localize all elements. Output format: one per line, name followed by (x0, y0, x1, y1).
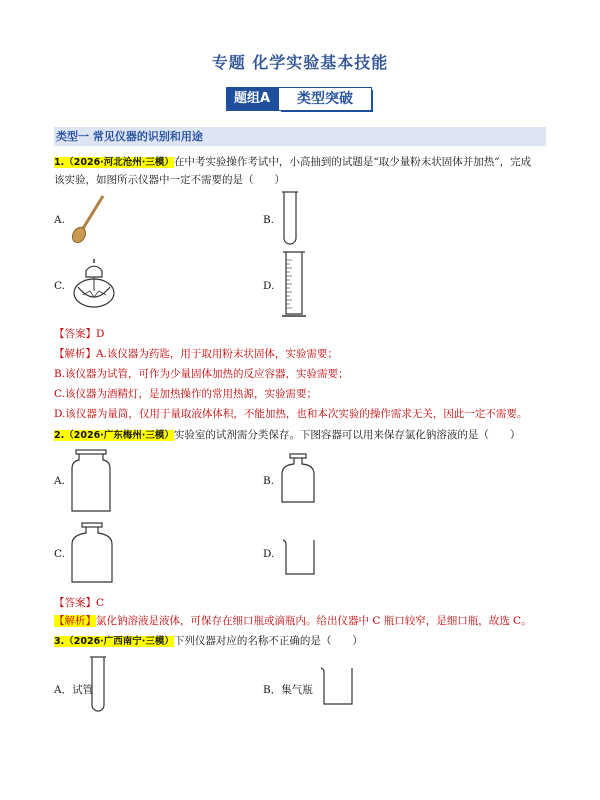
section-header (54, 127, 546, 146)
q2-number: 2. (54, 430, 65, 441)
wide-mouth-bottle-icon (70, 447, 115, 515)
q2-source: （2026·广东梅州·三模） (64, 430, 174, 441)
q1-analysis-c: C.该仪器为酒精灯，是加热操作的常用热源，实验需要； (54, 388, 317, 400)
q2-option-c: C. (54, 548, 65, 560)
q1-option-a: A. (54, 214, 65, 226)
q1-option-d: D. (263, 280, 275, 292)
q2-option-d: D. (263, 548, 275, 560)
q1-number-source (54, 157, 174, 168)
q3-stem-text: 下列仪器对应的名称不正确的是（ ） (173, 635, 363, 647)
q2-option-b: B. (263, 475, 275, 487)
q1-answer: 【答案】D (54, 328, 105, 340)
q3-option-b: B．集气瓶 (263, 684, 313, 696)
q3-option-a: A．试管 (54, 684, 94, 696)
beaker-icon (280, 538, 320, 580)
q1-option-b: B. (263, 214, 275, 226)
spoon-icon (70, 193, 110, 248)
q2-stem-text: 实验室的试剂需分类保存。下图容器可以用来保存氯化钠溶液的是（ ） (173, 429, 521, 441)
section-title: 类型一 常见仪器的识别和用途 (56, 130, 203, 143)
q1-analysis-d: D.该仪器为量筒，仅用于量取液体体积，不能加热，也和本次实验的操作需求无关，因此一定不需要。 (54, 408, 528, 420)
group-badge (226, 87, 376, 113)
badge-group-label: 题组A (226, 87, 278, 111)
q1-option-c: C. (54, 280, 65, 292)
q3-number-source (54, 636, 174, 647)
dropper-bottle-icon (280, 452, 320, 507)
q1-number: 1. (54, 157, 65, 168)
narrow-mouth-bottle-icon (70, 520, 115, 585)
alcohol-lamp-icon (68, 255, 118, 315)
beaker-icon (318, 666, 358, 710)
test-tube-icon (280, 190, 300, 248)
q2-stem (54, 426, 554, 445)
q1-source: （2026·河北沧州·三模） (64, 157, 174, 168)
q2-number-source (54, 430, 174, 441)
q2-analysis-text: 氯化钠溶液是液体，可保存在细口瓶或滴瓶内。给出仪器中 C 瓶口较窄，是细口瓶，故选 C。 (96, 615, 532, 627)
q2-analysis: 【解析】氯化钠溶液是液体，可保存在细口瓶或滴瓶内。给出仪器中 C 瓶口较窄，是细口瓶，故选 C。 (54, 615, 532, 627)
page-title: 专题 化学实验基本技能 (211, 53, 389, 72)
q1-analysis-a: 【解析】A.该仪器为药匙，用于取用粉末状固体，实验需要； (54, 348, 338, 360)
q2-option-a: A. (54, 475, 65, 487)
q1-stem (54, 153, 554, 172)
q1-analysis-b: B.该仪器为试管，可作为少量固体加热的反应容器，实验需要； (54, 368, 349, 380)
q1-stem-line2: 该实验，如图所示仪器中一定不需要的是（ ） (54, 174, 285, 186)
q3-source: （2026·广西南宁·三模） (64, 636, 174, 647)
badge-type-label: 类型突破 (278, 87, 372, 111)
q2-answer: 【答案】C (54, 597, 105, 609)
graduated-cylinder-icon (280, 250, 310, 320)
q3-number: 3. (54, 636, 65, 647)
q1-stem-line1: 在中考实验操作考试中，小高抽到的试题是“取少量粉末状固体并加热”，完成 (173, 156, 532, 168)
q3-stem (54, 632, 554, 651)
